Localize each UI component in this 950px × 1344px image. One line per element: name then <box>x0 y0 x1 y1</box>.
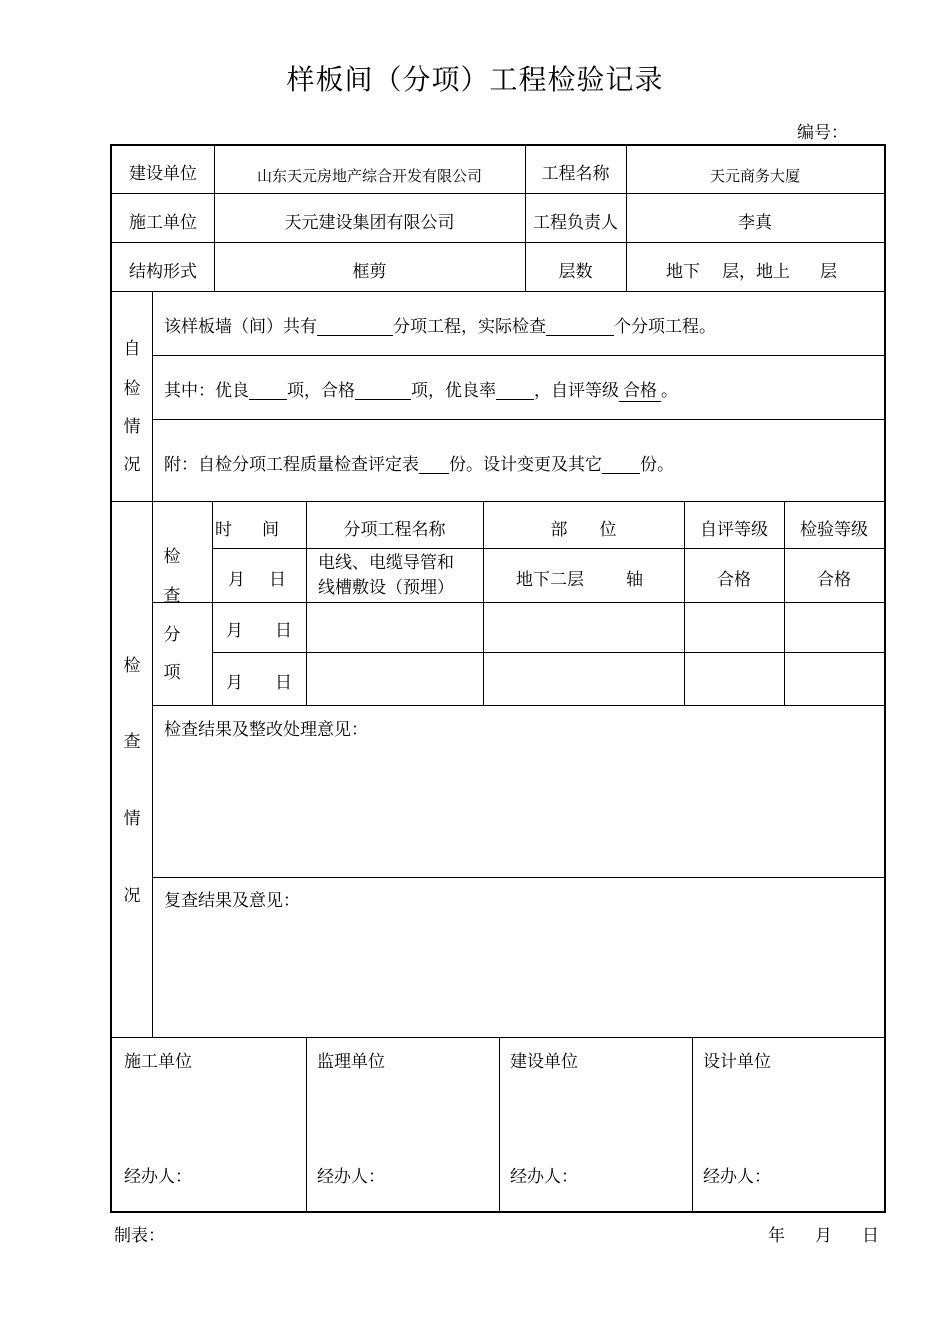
made-by-label: 制表： <box>114 1226 165 1246</box>
sign-unit-supervisor: 监理单位 <box>317 1052 385 1072</box>
inspection-form <box>110 144 886 1213</box>
floors-value: 地下 层，地上 层 <box>666 262 837 282</box>
date-footer: 年 月 日 <box>768 1226 879 1246</box>
manager-label: 工程负责人 <box>533 213 618 233</box>
row2-date: 月 日 <box>226 621 292 641</box>
self-grade-value: 合格 <box>619 381 661 402</box>
page-title: 样板间（分项）工程检验记录 <box>286 63 664 96</box>
builder-label: 建设单位 <box>129 164 197 184</box>
sub-side-1: 检 <box>163 547 181 567</box>
row1-name-line1: 电线、电缆导管和 <box>318 553 454 573</box>
inspection-side-1: 检 <box>123 656 141 676</box>
row1-date: 月 日 <box>228 570 286 590</box>
floors-label: 层数 <box>558 262 593 282</box>
header-item-name: 分项工程名称 <box>343 520 446 540</box>
structure-value: 框剪 <box>352 262 387 282</box>
self-check-line-2: 其中：优良 项，合格 项，优良率 ，自评等级 合格 。 <box>164 381 678 401</box>
inspection-side-2: 查 <box>123 732 141 752</box>
sign-handler-builder: 经办人： <box>510 1167 578 1187</box>
sub-side-3: 分 <box>163 625 181 645</box>
sign-unit-builder: 建设单位 <box>510 1052 578 1072</box>
self-check-side-1: 自 <box>123 339 141 359</box>
project-name-value: 天元商务大厦 <box>709 167 800 185</box>
row1-check-grade: 合格 <box>817 570 851 590</box>
manager-value: 李真 <box>738 213 772 233</box>
sub-side-2: 查 <box>163 586 181 606</box>
self-check-side-2: 检 <box>123 379 141 399</box>
self-check-line-1: 该样板墙（间）共有 分项工程，实际检查 个分项工程。 <box>164 317 716 337</box>
self-check-line-3: 附：自检分项工程质量检查评定表 份。设计变更及其它 份。 <box>164 455 674 475</box>
row1-self-grade: 合格 <box>717 570 751 590</box>
inspection-side-4: 况 <box>123 886 141 906</box>
header-self-grade: 自评等级 <box>700 520 768 540</box>
contractor-value: 天元建设集团有限公司 <box>284 213 455 233</box>
structure-label: 结构形式 <box>129 262 197 282</box>
contractor-label: 施工单位 <box>129 213 197 233</box>
recheck-result-label: 复查结果及意见： <box>164 891 300 911</box>
sign-unit-designer: 设计单位 <box>703 1052 771 1072</box>
header-time: 时 间 <box>215 520 279 540</box>
header-location: 部 位 <box>550 520 617 540</box>
sign-unit-contractor: 施工单位 <box>124 1052 192 1072</box>
sign-handler-designer: 经办人： <box>703 1167 771 1187</box>
self-check-side-3: 情 <box>123 417 141 437</box>
row3-date: 月 日 <box>226 673 292 693</box>
row1-name-line2: 线槽敷设（预埋） <box>318 578 454 598</box>
inspection-side-3: 情 <box>123 809 141 829</box>
project-name-label: 工程名称 <box>541 164 610 184</box>
row1-location: 地下二层 轴 <box>516 570 643 590</box>
inspection-result-label: 检查结果及整改处理意见： <box>164 720 368 740</box>
sign-handler-contractor: 经办人： <box>124 1167 192 1187</box>
self-check-side-4: 况 <box>123 455 141 475</box>
header-check-grade: 检验等级 <box>800 520 868 540</box>
builder-value: 山东天元房地产综合开发有限公司 <box>256 167 482 185</box>
sign-handler-supervisor: 经办人： <box>317 1167 385 1187</box>
sub-side-4: 项 <box>163 663 181 683</box>
record-number-label: 编号： <box>797 123 848 143</box>
